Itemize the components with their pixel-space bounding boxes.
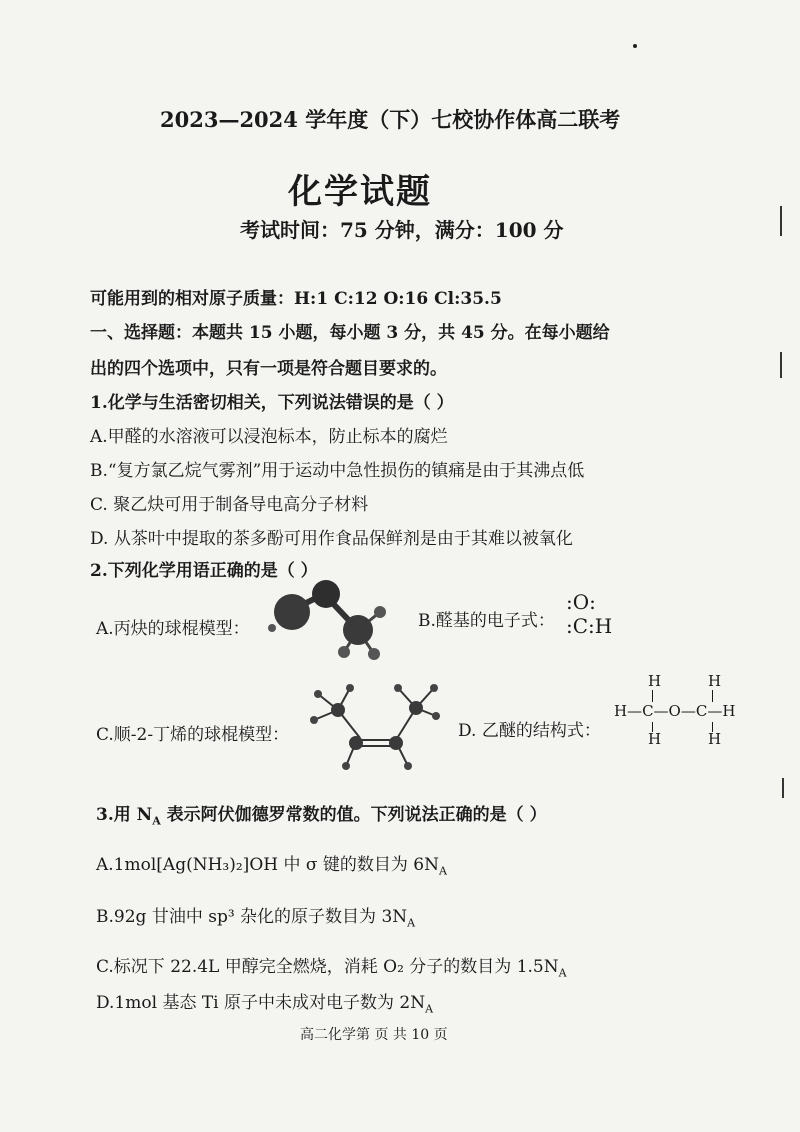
section-heading-line2: 出的四个选项中，只有一项是符合题目要求的。 [90,359,447,379]
section-heading-line1: 一、选择题：本题共 15 小题，每小题 3 分，共 45 分。在每小题给 [90,323,610,343]
diethyl-ether-structural-formula [614,668,764,748]
q3-option-c [96,952,567,979]
cis-2-butene-ball-stick-model [304,676,454,776]
q3-a-sub: A [439,864,447,878]
q3-d-pre: D.1mol 基态 Ti 原子中未成对电子数为 2N [96,993,426,1013]
scan-speck [633,44,637,48]
q1-stem: 1.化学与生活密切相关，下列说法错误的是（ ） [90,393,454,413]
propyne-ball-stick-model [262,570,402,660]
q1-option-d: D. 从茶叶中提取的茶多酚可用作食品保鲜剂是由于其难以被氧化 [90,529,573,549]
q3-option-a [96,850,447,877]
ether-top-h-right: H [708,672,722,690]
ether-bond [712,690,713,702]
exam-title: 2023—2024 学年度（下）七校协作体高二联考 [160,107,621,132]
q2-stem: 2.下列化学用语正确的是（ ） [90,561,318,581]
q3-option-d [96,988,433,1015]
q3-a-post: OH 中 σ 键的数目为 6N [249,855,440,875]
exam-info: 考试时间：75 分钟，满分：100 分 [240,218,564,242]
aldehyde-electron-formula-ch: :C:H [566,614,613,638]
q3-option-b [96,902,415,929]
q3-d-sub: A [425,1002,434,1016]
q3-c-sub: A [558,966,567,980]
ether-top-h-left: H [648,672,662,690]
ether-bond [652,690,653,702]
q2-option-b: B.醛基的电子式： [418,611,555,631]
ether-main-chain: H—C—O—C—H [614,702,736,720]
ether-bottom-h-left: H [648,730,662,748]
q3-b-pre: B.92g 甘油中 sp³ 杂化的原子数目为 3N [96,907,408,927]
aldehyde-electron-formula-o: :O: [566,590,596,614]
q3-stem [96,800,547,827]
subject-title: 化学试题 [288,172,432,212]
q3-b-sub: A [407,916,416,930]
q1-option-b: B.“复方氯乙烷气雾剂”用于运动中急性损伤的镇痛是由于其沸点低 [90,461,585,481]
q1-option-c: C. 聚乙炔可用于制备导电高分子材料 [90,495,369,515]
q3-stem-sub: A [152,814,161,828]
scan-edge-mark [780,352,782,378]
page-footer: 高二化学第 页 共 10 页 [300,1027,448,1043]
q3-a-complex: [Ag(NH₃)₂] [156,855,250,875]
atomic-masses: 可能用到的相对原子质量：H:1 C:12 O:16 Cl:35.5 [90,289,502,309]
scan-edge-mark [780,206,782,236]
q2-option-d: D. 乙醚的结构式： [458,721,601,741]
q2-option-a: A.丙炔的球棍模型： [96,619,250,639]
scan-edge-mark [782,778,784,798]
q3-stem-pre: 3.用 N [96,805,153,825]
q2-option-c: C.顺-2-丁烯的球棍模型： [96,725,290,745]
q3-a-pre: A.1mol [96,855,157,875]
q3-stem-post: 表示阿伏伽德罗常数的值。下列说法正确的是（ ） [160,805,547,825]
ether-bottom-h-right: H [708,730,722,748]
q3-c-pre: C.标况下 22.4L 甲醇完全燃烧，消耗 O₂ 分子的数目为 1.5N [96,957,559,977]
q1-option-a: A.甲醛的水溶液可以浸泡标本，防止标本的腐烂 [90,427,448,447]
